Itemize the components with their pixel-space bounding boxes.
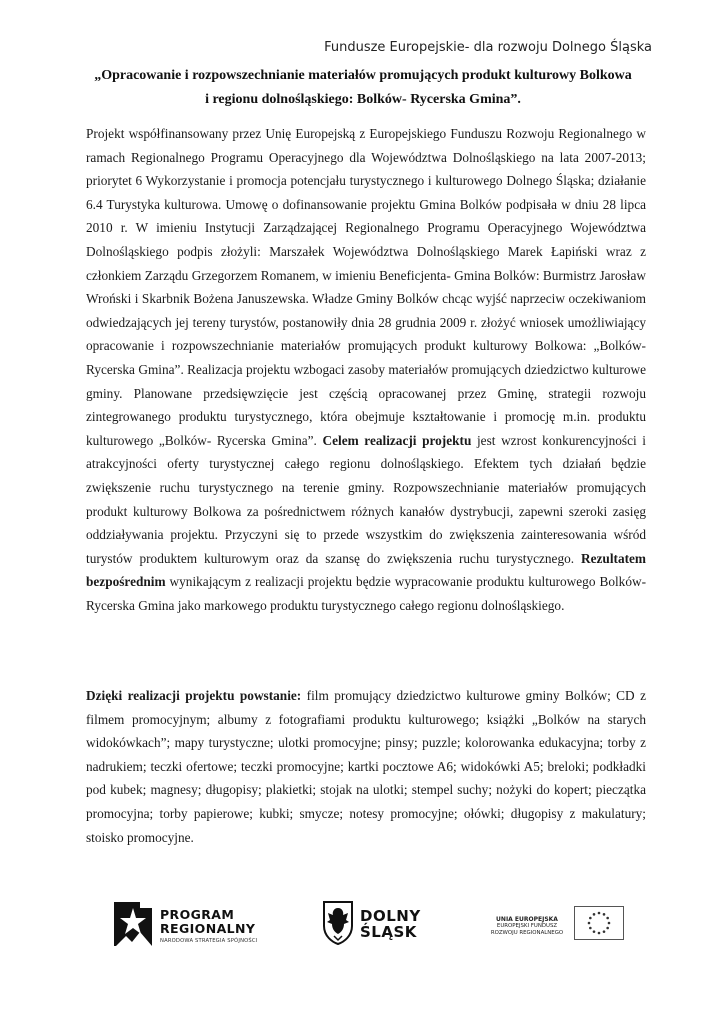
eu-stars-icon xyxy=(575,907,623,939)
strategy-subtitle: NARODOWA STRATEGIA SPÓJNOŚCI xyxy=(160,938,258,944)
slask-line: ŚLĄSK xyxy=(360,923,417,941)
eu-star-icon xyxy=(598,912,601,915)
eu-star-icon xyxy=(598,932,601,935)
document-title xyxy=(80,64,646,112)
deliverables-list: film promujący dziedzictwo kulturowe gminy Bolków; CD z filmem promocyjnym; albumy z fotografiami produktu kulturowego; książki „Bolków na starych widokówkach”; mapy turystyczne; ulotki promocyjne; pinsy; puzzle; kolorowanka edukacyjna; torby z nadrukiem; teczki ofertowe; teczki promocyjne; kartki pocztowe A6; widokówki A5; breloki; podkładki pod kubek; magnesy; długopisy; plakietki; stojak na ulotki; stempel suchy; nożyki do kopert; pieczątka promocyjna; torby papierowe; kubki; smycze; notesy promocyjne; ołówki; długopisy z makulatury; stoisko promocyjne. xyxy=(86,688,646,845)
funds-header: Fundusze Europejskie- dla rozwoju Dolnego Śląska xyxy=(324,40,652,55)
program-regionalny-emblem-icon xyxy=(112,896,156,952)
eu-star-icon xyxy=(603,930,606,933)
dolny-slask-text xyxy=(360,908,421,940)
deliverables-label: Dzięki realizacji projektu powstanie: xyxy=(86,688,302,703)
paragraph-1 xyxy=(86,122,646,617)
goal-label: Celem realizacji projektu xyxy=(322,432,472,448)
eu-flag xyxy=(574,906,624,940)
eu-star-icon xyxy=(606,927,609,930)
paragraph-1-text-c: wynikającym z realizacji projektu będzie wypracowanie produktu kulturowego Bolków- Rycerska Gmina jako markowego produktu turystycznego całego regionu dolnośląskiego. xyxy=(86,574,646,613)
eu-logo xyxy=(486,892,626,952)
eagle-coat-of-arms-icon xyxy=(322,900,354,946)
title-line-1: „Opracowanie i rozpowszechnianie materiałów promujących produkt kulturowy Bolkowa xyxy=(94,68,632,83)
footer-logos xyxy=(0,892,724,962)
paragraph-1-text-a: Projekt współfinansowany przez Unię Europejską z Europejskiego Funduszu Rozwoju Regionalnego w ramach Regionalnego Programu Operacyjnego dla Województwa Dolnośląskiego na lata 2007-2013; priorytet 6 Wykorzystanie i promocja potencjału turystycznego i kulturowego Dolnego Śląska; działanie 6.4 Turystyka kulturowa. Umowę o dofinansowanie projektu Gmina Bolków podpisała w dniu 28 lipca 2010 r. W imieniu Instytucji Zarządzającej Regionalnego Programu Operacyjnego Województwa Dolnośląskiego podpis złożyli: Marszałek Województwa Dolnośląskiego Marek Łapiński wraz z członkiem Zarządu Grzegorzem Romanem, w imieniu Beneficjenta- Gmina Bolków: Burmistrz Jarosław Wroński i Skarbnik Bożena Januszewska. Władze Gminy Bolków chcąc wyjść naprzeciw oczekiwaniom odwiedzających jej tereny turystów, postanowiły dnia 28 grudnia 2009 r. złożyć wniosek umożliwiający opracowanie i rozpowszechnianie materiałów promujących produkt kulturowy Bolkowa: „Bolków- Rycerska Gmina”. Realizacja projektu wzbogaci zasoby materiałów promujących dziedzictwo kulturowe gminy. Planowane przedsięwzięcie jest częścią opracowanej przez Gminę, strategii rozwoju zintegrowanego produktu turystycznego, która obejmuje kształtowanie i promocję m.in. produktu kulturowego „Bolków- Rycerska Gmina”. xyxy=(86,126,646,448)
eu-line-3: ROZWOJU REGIONALNEGO xyxy=(490,930,564,936)
dolny-slask-logo xyxy=(322,892,432,952)
program-regionalny-logo xyxy=(112,892,258,952)
program-regionalny-text xyxy=(160,908,255,936)
eu-line-2: EUROPEJSKI FUNDUSZ xyxy=(496,923,558,929)
eu-star-icon xyxy=(589,927,592,930)
eu-star-icon xyxy=(606,917,609,920)
eu-star-icon xyxy=(588,922,591,925)
deliverables-section xyxy=(86,684,646,849)
eu-star-icon xyxy=(603,913,606,916)
eu-star-icon xyxy=(608,922,611,925)
project-description xyxy=(86,122,646,617)
paragraph-2 xyxy=(86,684,646,849)
program-line: PROGRAM xyxy=(160,907,235,922)
eu-line-1: UNIA EUROPEJSKA xyxy=(496,916,558,923)
result-label: Rezultatem bezpośrednim xyxy=(86,550,646,590)
eu-star-icon xyxy=(593,930,596,933)
title-line-2: i regionu dolnośląskiego: Bolków- Rycerska Gmina”. xyxy=(205,92,521,107)
eu-fund-text xyxy=(486,916,568,937)
dolny-line: DOLNY xyxy=(360,907,421,925)
eu-star-icon xyxy=(593,913,596,916)
eu-star-icon xyxy=(589,917,592,920)
regionalny-line: REGIONALNY xyxy=(160,921,256,936)
paragraph-1-text-b: jest wzrost konkurencyjności i atrakcyjności oferty turystycznej całego regionu dolnośląskiego. Efektem tych działań będzie zwiększenie ruchu turystycznego na terenie gminy. Rozpowszechnianie materiałów promujących produkt kulturowy Bolkowa za pośrednictwem różnych kanałów dystrybucji, zapewni szeroki zasięg oddziaływania projektu. Przyczyni się to przede wszystkim do zwiększenia zainteresowania wśród turystów produktem kulturowym oraz da szansę do zwiększenia ruchu turystycznego. xyxy=(86,432,646,566)
